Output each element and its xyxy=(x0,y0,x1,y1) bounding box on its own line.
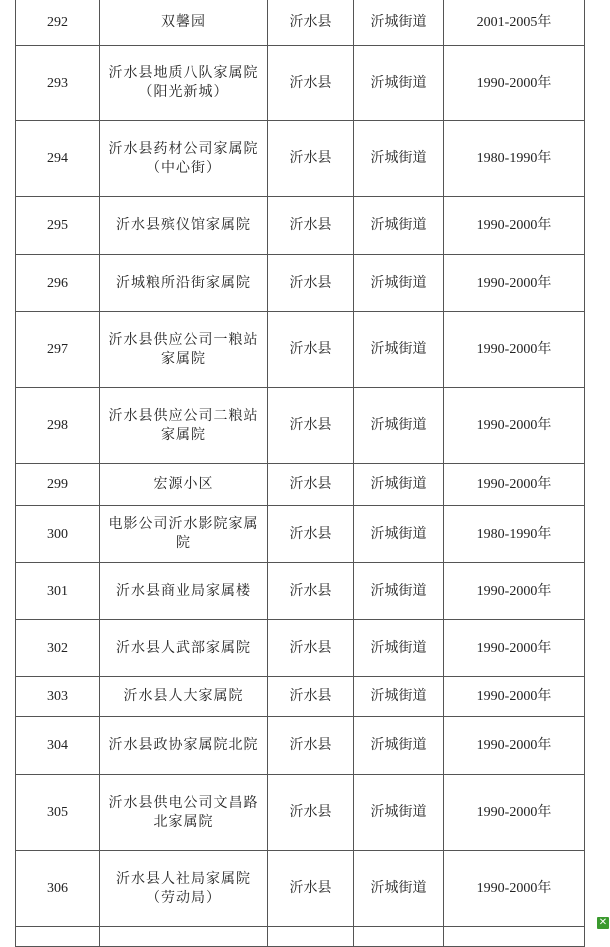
row-number: 306 xyxy=(16,851,100,927)
build-period: 1990-2000年 xyxy=(444,197,585,255)
community-name: 沂水县政协家属院北院 xyxy=(100,717,268,775)
build-period: 1990-2000年 xyxy=(444,312,585,388)
county: 沂水县 xyxy=(268,677,354,717)
build-period: 1990-2000年 xyxy=(444,464,585,506)
county: 沂水县 xyxy=(268,312,354,388)
table-row xyxy=(16,563,585,620)
build-period: 1990-2000年 xyxy=(444,46,585,121)
row-number: 293 xyxy=(16,46,100,121)
county: 沂水县 xyxy=(268,46,354,121)
community-name: 沂水县殡仪馆家属院 xyxy=(100,197,268,255)
community-name: 沂水县药材公司家属院（中心街） xyxy=(100,121,268,197)
county: 沂水县 xyxy=(268,851,354,927)
table-row xyxy=(16,312,585,388)
row-number: 302 xyxy=(16,620,100,677)
community-name: 沂水县供电公司文昌路北家属院 xyxy=(100,775,268,851)
build-period: 1990-2000年 xyxy=(444,851,585,927)
table-row xyxy=(16,388,585,464)
street: 沂城街道 xyxy=(354,46,444,121)
street: 沂城街道 xyxy=(354,851,444,927)
table-row xyxy=(16,506,585,563)
street: 沂城街道 xyxy=(354,121,444,197)
community-name: 双馨园 xyxy=(100,0,268,46)
street: 沂城街道 xyxy=(354,563,444,620)
county: 沂水县 xyxy=(268,464,354,506)
build-period: 1990-2000年 xyxy=(444,717,585,775)
row-number: 296 xyxy=(16,255,100,312)
street: 沂城街道 xyxy=(354,677,444,717)
empty-cell xyxy=(16,927,100,947)
street: 沂城街道 xyxy=(354,312,444,388)
build-period: 1990-2000年 xyxy=(444,620,585,677)
row-number: 300 xyxy=(16,506,100,563)
street: 沂城街道 xyxy=(354,717,444,775)
table-row-partial xyxy=(16,927,585,947)
table-row xyxy=(16,775,585,851)
street: 沂城街道 xyxy=(354,388,444,464)
street: 沂城街道 xyxy=(354,620,444,677)
street: 沂城街道 xyxy=(354,464,444,506)
row-number: 304 xyxy=(16,717,100,775)
build-period: 1990-2000年 xyxy=(444,563,585,620)
county: 沂水县 xyxy=(268,775,354,851)
table-row xyxy=(16,717,585,775)
county: 沂水县 xyxy=(268,197,354,255)
build-period: 1990-2000年 xyxy=(444,255,585,312)
county: 沂水县 xyxy=(268,255,354,312)
county: 沂水县 xyxy=(268,563,354,620)
row-number: 305 xyxy=(16,775,100,851)
street: 沂城街道 xyxy=(354,506,444,563)
street: 沂城街道 xyxy=(354,775,444,851)
community-name: 沂水县供应公司一粮站家属院 xyxy=(100,312,268,388)
build-period: 1990-2000年 xyxy=(444,775,585,851)
community-name: 沂水县商业局家属楼 xyxy=(100,563,268,620)
empty-cell xyxy=(100,927,268,947)
table-row xyxy=(16,46,585,121)
community-name: 沂城粮所沿街家属院 xyxy=(100,255,268,312)
build-period: 1980-1990年 xyxy=(444,121,585,197)
watermark-icon: ✕ xyxy=(598,917,608,928)
community-name: 电影公司沂水影院家属院 xyxy=(100,506,268,563)
build-period: 2001-2005年 xyxy=(444,0,585,46)
row-number: 303 xyxy=(16,677,100,717)
table-row xyxy=(16,464,585,506)
empty-cell xyxy=(354,927,444,947)
row-number: 298 xyxy=(16,388,100,464)
table-row xyxy=(16,851,585,927)
county: 沂水县 xyxy=(268,121,354,197)
table-row xyxy=(16,620,585,677)
community-name: 宏源小区 xyxy=(100,464,268,506)
row-number: 295 xyxy=(16,197,100,255)
row-number: 294 xyxy=(16,121,100,197)
community-name: 沂水县人武部家属院 xyxy=(100,620,268,677)
build-period: 1990-2000年 xyxy=(444,388,585,464)
community-name: 沂水县人大家属院 xyxy=(100,677,268,717)
county: 沂水县 xyxy=(268,620,354,677)
community-table xyxy=(15,0,585,947)
community-name: 沂水县人社局家属院（劳动局） xyxy=(100,851,268,927)
table-row xyxy=(16,121,585,197)
community-name: 沂水县地质八队家属院（阳光新城） xyxy=(100,46,268,121)
table-row xyxy=(16,677,585,717)
county: 沂水县 xyxy=(268,0,354,46)
community-name: 沂水县供应公司二粮站家属院 xyxy=(100,388,268,464)
row-number: 297 xyxy=(16,312,100,388)
street: 沂城街道 xyxy=(354,197,444,255)
county: 沂水县 xyxy=(268,506,354,563)
table-row xyxy=(16,255,585,312)
build-period: 1980-1990年 xyxy=(444,506,585,563)
table-row xyxy=(16,197,585,255)
table-row xyxy=(16,0,585,46)
row-number: 292 xyxy=(16,0,100,46)
empty-cell xyxy=(444,927,585,947)
street: 沂城街道 xyxy=(354,0,444,46)
county: 沂水县 xyxy=(268,388,354,464)
street: 沂城街道 xyxy=(354,255,444,312)
row-number: 301 xyxy=(16,563,100,620)
row-number: 299 xyxy=(16,464,100,506)
county: 沂水县 xyxy=(268,717,354,775)
empty-cell xyxy=(268,927,354,947)
build-period: 1990-2000年 xyxy=(444,677,585,717)
